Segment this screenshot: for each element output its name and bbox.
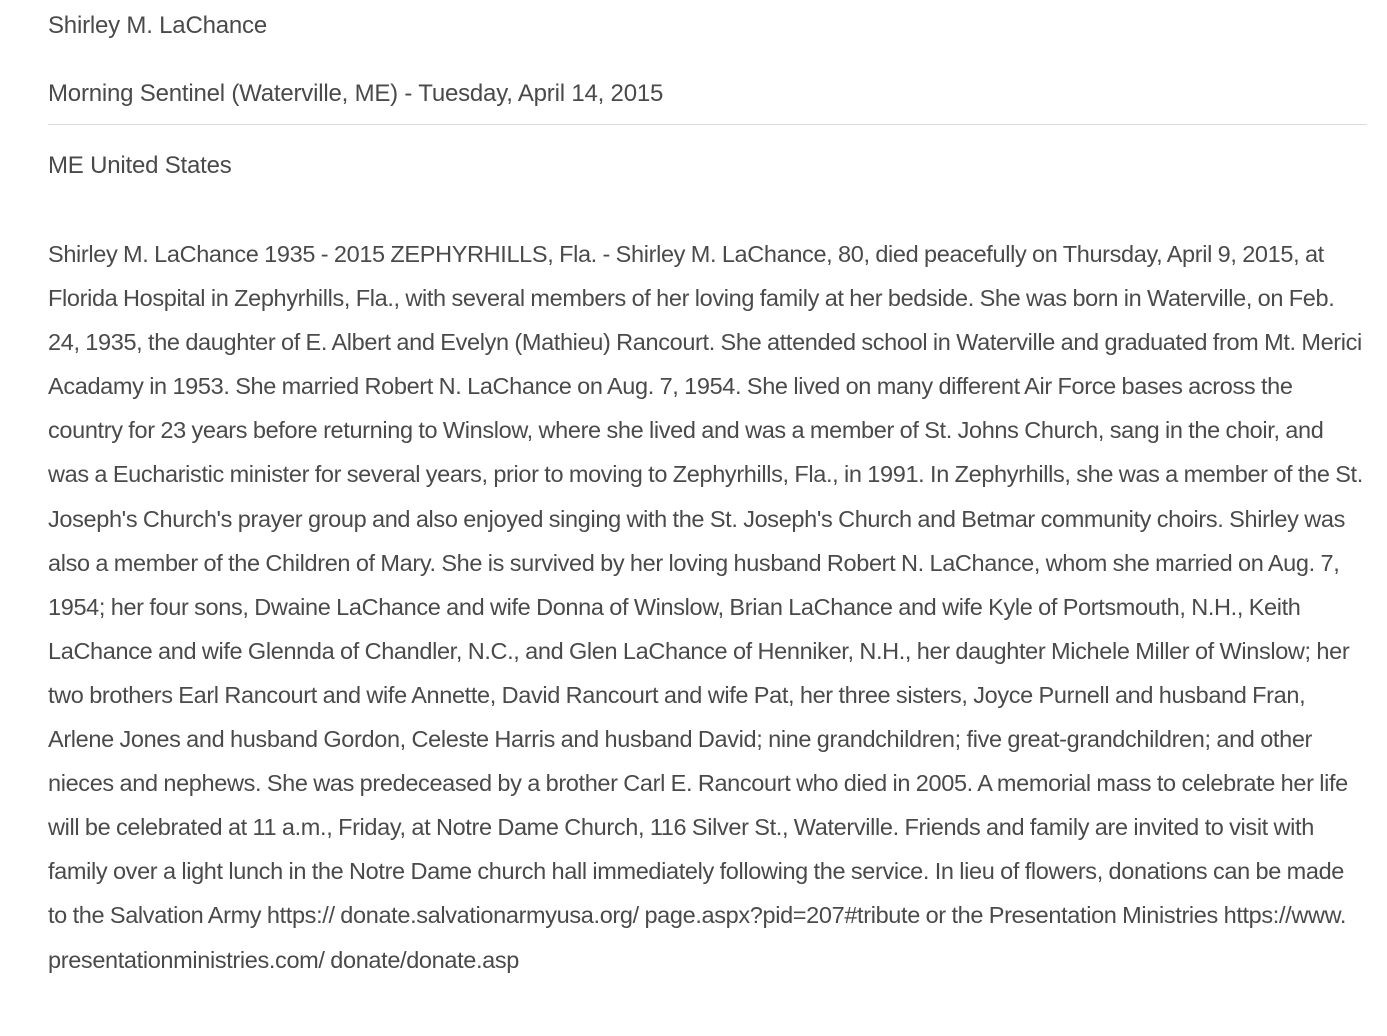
location: ME United States (48, 152, 232, 179)
obituary-text: Shirley M. LaChance 1935 - 2015 ZEPHYRHILLS, Fla. - Shirley M. LaChance, 80, died peacefully on Thursday, April 9, 2015, at Florida Hospital in Zephyrhills, Fla., with several members of her loving family at her bedside. She was born in Waterville, on Feb. 24, 1935, the daughter of E. Albert and Evelyn (Mathieu) Rancourt. She attended school in Waterville and graduated from Mt. Merici Acadamy in 1953. She married Robert N. LaChance on Aug. 7, 1954. She lived on many different Air Force bases across the country for 23 years before returning to Winslow, where she lived and was a member of St. Johns Church, sang in the choir, and was a Eucharistic minister for several years, prior to moving to Zephyrhills, Fla., in 1991. In Zephyrhills, she was a member of the St. Joseph's Church's prayer group and also enjoyed singing with the St. Joseph's Church and Betmar community choirs. Shirley was also a member of the Children of Mary. She is survived by her loving husband Robert N. LaChance, whom she married on Aug. 7, 1954; her four sons, Dwaine LaChance and wife Donna of Winslow, Brian LaChance and wife Kyle of Portsmouth, N.H., Keith LaChance and wife Glennda of Chandler, N.C., and Glen LaChance of Henniker, N.H., her daughter Michele Miller of Winslow; her two brothers Earl Rancourt and wife Annette, David Rancourt and wife Pat, her three sisters, Joyce Purnell and husband Fran, Arlene Jones and husband Gordon, Celeste Harris and husband David; nine grandchildren; five great-grandchildren; and other nieces and nephews. She was predeceased by a brother Carl E. Rancourt who died in 2005. A memorial mass to celebrate her life will be celebrated at 11 a.m., Friday, at Notre Dame Church, 116 Silver St., Waterville. Friends and family are invited to visit with family over a light lunch in the Notre Dame church hall immediately following the service. In lieu of flowers, donations can be made to the Salvation Army https:// donate.salvationarmyusa.org/ page.aspx?pid=207#tribute or the Presentation Ministries https://www. presentationministries.com/ donate/donate.asp (48, 241, 1363, 973)
obituary-content (48, 0, 1367, 982)
divider (48, 124, 1367, 125)
publication-source: Morning Sentinel (Waterville, ME) - Tuesday, April 14, 2015 (48, 80, 664, 107)
deceased-name: Shirley M. LaChance (48, 12, 267, 39)
